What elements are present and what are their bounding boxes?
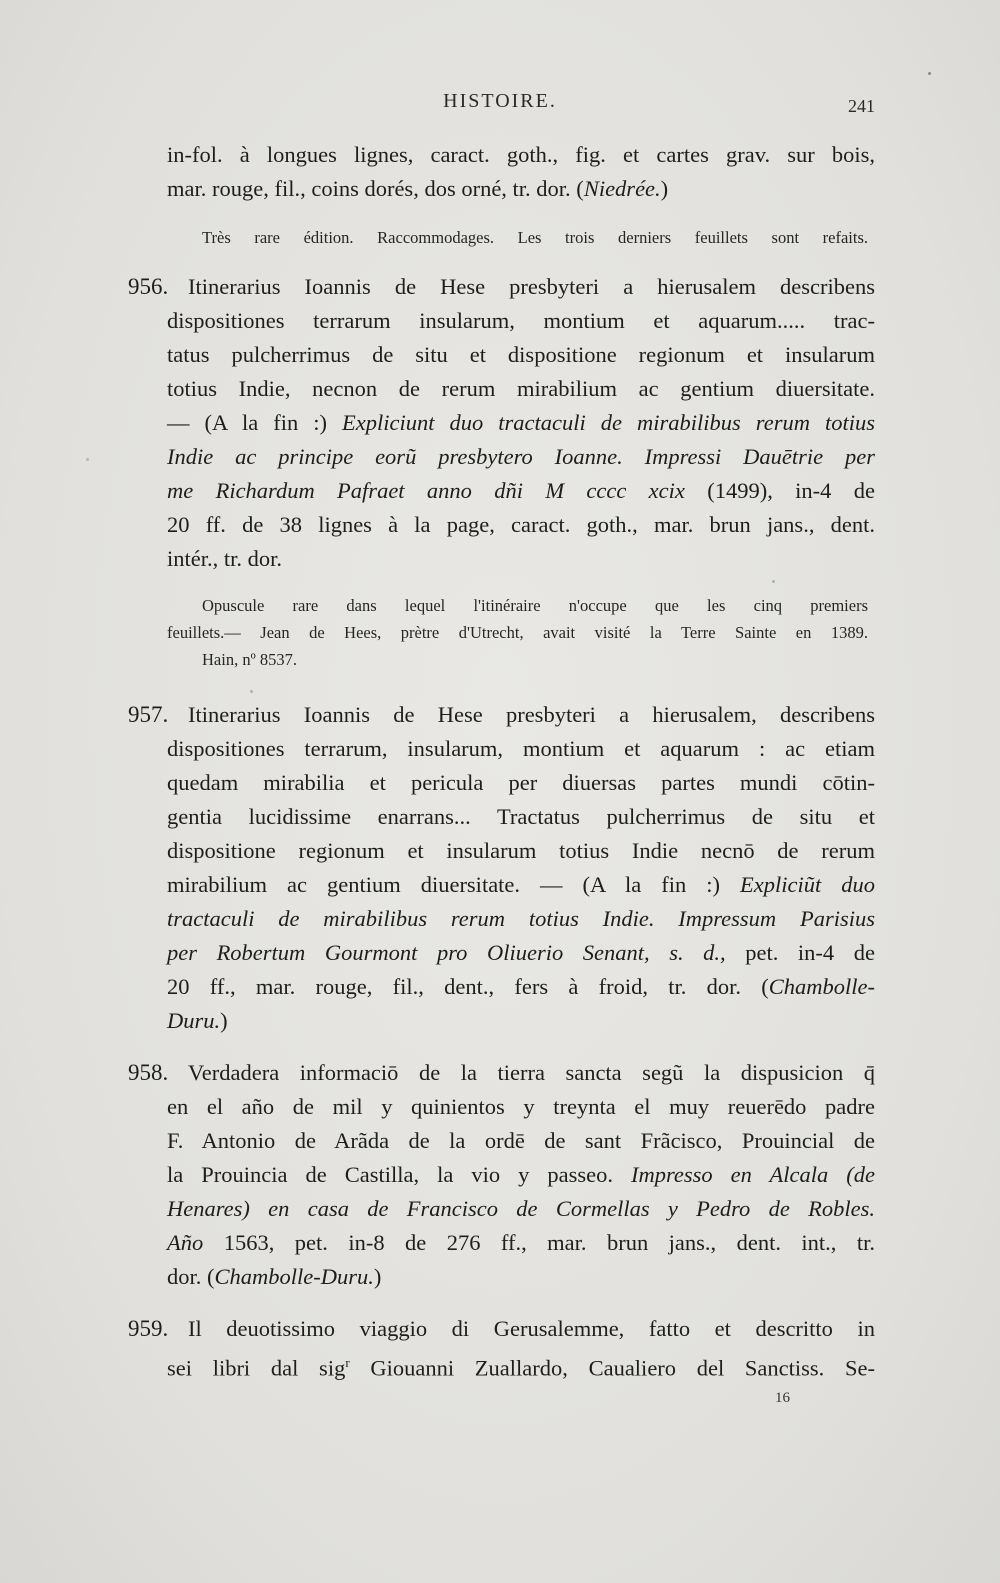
- entry-958-line-3: F. Antonio de Arãda de la ordē de sant Frãcisco, Prouincial de: [167, 1128, 875, 1153]
- entry-956-line-7: me Richardum Pafraet anno dñi M cccc xcix (1499), in-4 de: [167, 478, 875, 503]
- entry-958-line-6: Año 1563, pet. in-8 de 276 ff., mar. brun jans., dent. int., tr.: [167, 1230, 875, 1255]
- entry-957-number: 957.: [128, 702, 169, 727]
- paper-speck: [928, 72, 931, 75]
- running-head: HISTOIRE.: [443, 90, 557, 112]
- entry-958-line-1: Verdadera informaciō de la tierra sancta segũ la dispusicion q̄: [188, 1060, 875, 1085]
- entry-958-line-2: en el año de mil y quinientos y treynta el muy reuerēdo padre: [167, 1094, 875, 1119]
- paper-speck: [86, 458, 89, 461]
- note-955: Très rare édition. Raccommodages. Les trois derniers feuillets sont refaits.: [202, 228, 868, 247]
- entry-957-line-9: 20 ff., mar. rouge, fil., dent., fers à froid, tr. dor. (Chambolle-: [167, 974, 875, 999]
- entry-956-line-5: — (A la fin :) Expliciunt duo tractaculi de mirabilibus rerum totius: [167, 410, 875, 435]
- paper-speck: [250, 690, 253, 693]
- entry-957-line-2: dispositiones terrarum, insularum, montium et aquarum : ac etiam: [167, 736, 875, 761]
- entry-959-line-2: sei libri dal sig$^r$ Giouanni Zuallardo, Caualiero del Sanctiss. Se-: [167, 1355, 875, 1381]
- entry-959-number: 959.: [128, 1316, 169, 1341]
- entry-955-line-1: in-fol. à longues lignes, caract. goth., fig. et cartes grav. sur bois,: [167, 142, 875, 167]
- note-956-line-2: feuillets.— Jean de Hees, prètre d'Utrecht, avait visité la Terre Sainte en 1389.: [167, 623, 868, 642]
- entry-956-line-6: Indie ac principe eorũ presbytero Ioanne. Impressi Dauētrie per: [167, 444, 875, 469]
- entry-957-line-8: per Robertum Gourmont pro Oliuerio Senant, s. d., pet. in-4 de: [167, 940, 875, 965]
- entry-955-line-2: mar. rouge, fil., coins dorés, dos orné, tr. dor. (Niedrée.): [167, 176, 669, 201]
- entry-956-line-2: dispositiones terrarum insularum, montium et aquarum..... trac-: [167, 308, 875, 333]
- entry-957-line-7: tractaculi de mirabilibus rerum totius Indie. Impressum Parisius: [167, 906, 875, 931]
- paper-speck: [772, 580, 775, 583]
- entry-956-number: 956.: [128, 274, 169, 299]
- entry-958-line-7: dor. (Chambolle-Duru.): [167, 1264, 382, 1289]
- note-956-line-3: Hain, nº 8537.: [202, 650, 297, 669]
- entry-958-line-5: Henares) en casa de Francisco de Cormellas y Pedro de Robles.: [167, 1196, 875, 1221]
- entry-956-line-1: Itinerarius Ioannis de Hese presbyteri a hierusalem describens: [188, 274, 875, 299]
- entry-957-line-5: dispositione regionum et insularum totius Indie necnō de rerum: [167, 838, 875, 863]
- entry-958-line-4: la Prouincia de Castilla, la vio y passeo. Impresso en Alcala (de: [167, 1162, 875, 1187]
- entry-959-line-1: Il deuotissimo viaggio di Gerusalemme, fatto et descritto in: [188, 1316, 875, 1341]
- note-956-line-1: Opuscule rare dans lequel l'itinéraire n'occupe que les cinq premiers: [202, 596, 868, 615]
- entry-956-line-3: tatus pulcherrimus de situ et dispositione regionum et insularum: [167, 342, 875, 367]
- page-number: 241: [848, 96, 875, 116]
- entry-956-line-8: 20 ff. de 38 lignes à la page, caract. goth., mar. brun jans., dent.: [167, 512, 875, 537]
- entry-957-line-3: quedam mirabilia et pericula per diuersas partes mundi cōtin-: [167, 770, 875, 795]
- signature-mark: 16: [775, 1390, 790, 1406]
- entry-956-line-9: intér., tr. dor.: [167, 546, 282, 571]
- entry-957-line-6: mirabilium ac gentium diuersitate. — (A la fin :) Expliciũt duo: [167, 872, 875, 897]
- entry-957-line-10: Duru.): [167, 1008, 228, 1033]
- entry-958-number: 958.: [128, 1060, 169, 1085]
- entry-957-line-4: gentia lucidissime enarrans... Tractatus pulcherrimus de situ et: [167, 804, 875, 829]
- entry-956-line-4: totius Indie, necnon de rerum mirabilium ac gentium diuersitate.: [167, 376, 875, 401]
- entry-957-line-1: Itinerarius Ioannis de Hese presbyteri a hierusalem, describens: [188, 702, 875, 727]
